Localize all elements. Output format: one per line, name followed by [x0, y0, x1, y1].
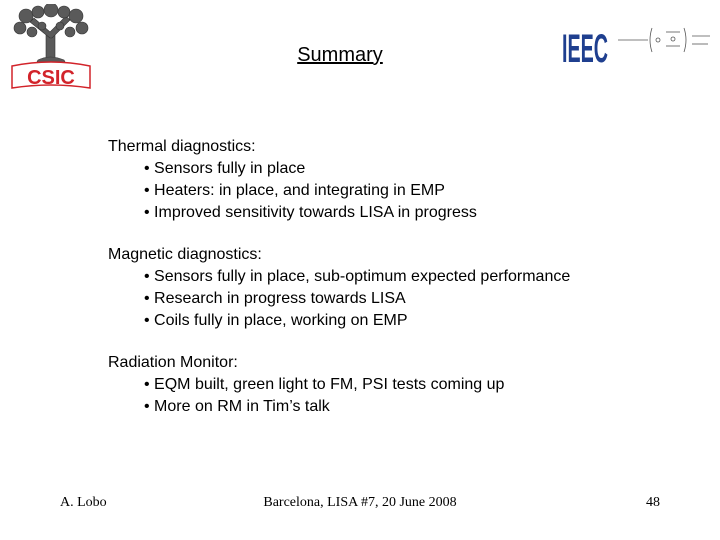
section-heading: Thermal diagnostics:	[108, 138, 256, 155]
page-title: Summary	[297, 44, 383, 66]
bullet-item: • Coils fully in place, working on EMP	[144, 312, 408, 329]
ieec-logo-text: IEEC	[562, 27, 608, 68]
summary-content	[108, 136, 570, 438]
footer-author: A. Lobo	[60, 495, 107, 510]
section-thermal	[108, 136, 570, 224]
bullet-item: • Sensors fully in place	[144, 160, 306, 177]
bullet-item: • Sensors fully in place, sub-optimum expected performance	[144, 268, 571, 285]
footer-event: Barcelona, LISA #7, 20 June 2008	[263, 495, 457, 510]
page-number: 48	[646, 495, 660, 510]
bullet-item: • Heaters: in place, and integrating in EMP	[144, 182, 445, 199]
section-heading: Magnetic diagnostics:	[108, 246, 262, 263]
bullet-item: • EQM built, green light to FM, PSI tests coming up	[144, 376, 505, 393]
csic-logo-text: CSIC	[27, 67, 75, 89]
bullet-item: • Improved sensitivity towards LISA in progress	[144, 204, 477, 221]
bullet-item: • More on RM in Tim’s talk	[144, 398, 330, 415]
section-heading: Radiation Monitor:	[108, 354, 238, 371]
section-magnetic	[108, 244, 570, 332]
bullet-item: • Research in progress towards LISA	[144, 290, 406, 307]
section-radiation	[108, 352, 570, 418]
